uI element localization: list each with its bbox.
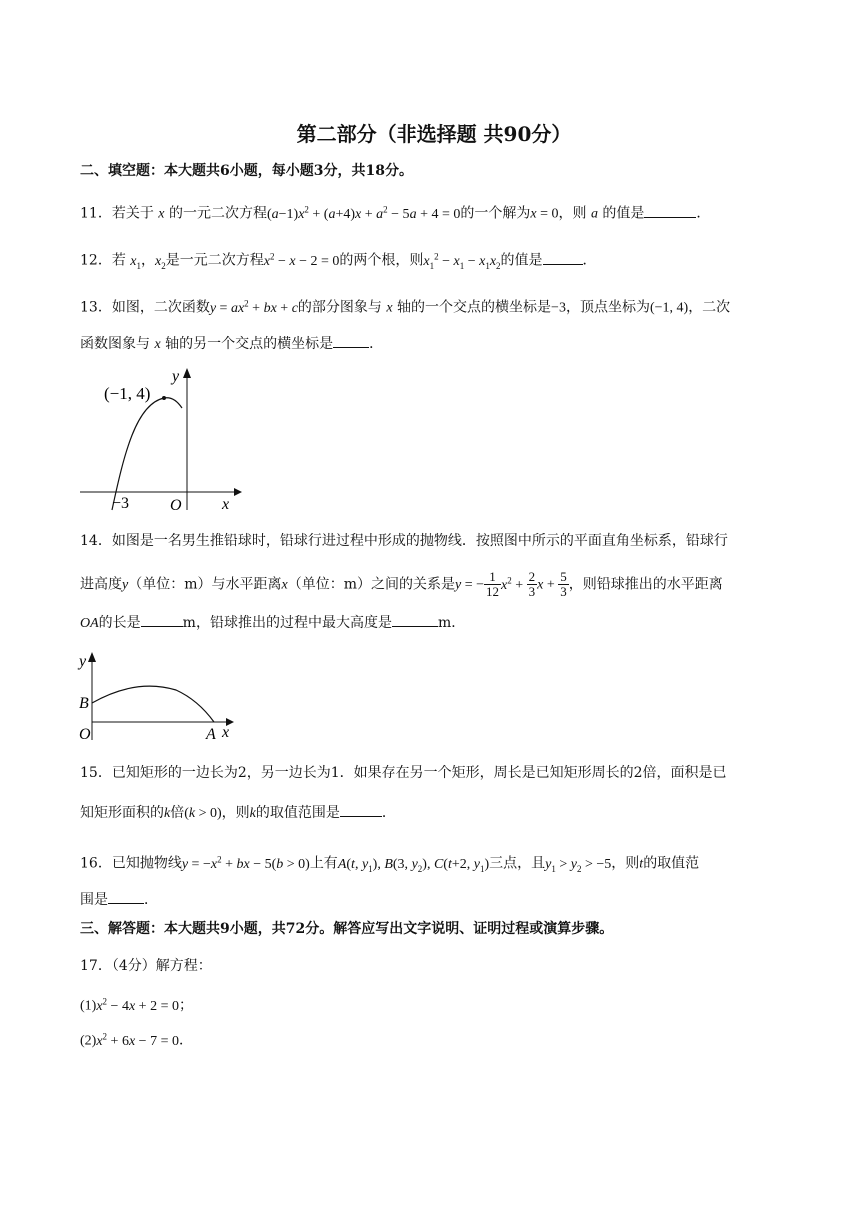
answer-blank[interactable] [340, 802, 382, 817]
question-17-header: 17．（4分）解方程： [80, 958, 212, 974]
root-label: −3 [112, 495, 130, 512]
y-axis-label: y [172, 368, 180, 385]
point-a-label: A [206, 726, 216, 743]
parabola-figure-13 [76, 364, 246, 514]
x-axis-arrow-icon [234, 488, 242, 496]
question-17-part-2: $(2)x^2 + 6x - 7 = 0$． [80, 1031, 193, 1049]
question-14-line-3: OA的长是 m，铅球推出的过程中最大高度是 m． [80, 612, 465, 634]
answer-blank[interactable] [392, 612, 438, 627]
question-16-line-1: 16．已知抛物线$y = -x^2$ + bx − 5(b > 0)上有A(t, $y_1$), B(3, $y_2$), C(t+2, $y_1$)三点，且$y_1 > y_2 > -5$，则t的取值范 [80, 854, 700, 874]
shot-put-figure-14 [76, 648, 246, 744]
answer-blank[interactable] [108, 889, 144, 904]
section-3-heading: 三、解答题：本大题共9小题，共72分。解答应写出文字说明、证明过程或演算步骤。 [80, 921, 614, 937]
question-15-line-1: 15．已知矩形的一边长为2，另一边长为1．如果存在另一个矩形，周长是已知矩形周长的2倍，面积是已 [80, 765, 727, 781]
x-axis-label: x [222, 724, 230, 741]
question-14-line-2: 进高度y（单位：m）与水平距离x（单位：m）之间的关系是y = − $\frac{1}{12}$ $x^2$ + $\frac{2}{3}$ x + $\frac{5}{3}$ ，则铅球推出的水平距离 [80, 569, 723, 600]
question-14-line-1: 14．如图是一名男生推铅球时，铅球行进过程中形成的抛物线．按照图中所示的平面直角坐标系，铅球行 [80, 533, 728, 549]
vertex-label: (−1, 4) [104, 384, 151, 403]
page-title: 第二部分（非选择题 共90分） [296, 122, 572, 146]
question-16-line-2: 围是 ． [80, 889, 158, 910]
question-15-line-2: 知矩形面积的k倍(k > 0)，则k的取值范围是 ． [80, 802, 396, 824]
y-axis-label: y [79, 653, 87, 670]
origin-label: O [79, 726, 91, 743]
answer-blank[interactable] [333, 333, 369, 348]
trajectory-curve [92, 686, 214, 722]
point-b-label: B [79, 695, 89, 712]
question-12: 12．若 $x_1$，$x_2$是一元二次方程$x^2 - x - 2 = 0$的两个根，则$x_1^2 - x_1 - x_1x_2$的值是 ． [80, 251, 597, 271]
vertex-point [162, 396, 166, 400]
question-13-line-2: 函数图象与 x 轴的另一个交点的横坐标是 ． [80, 333, 383, 355]
origin-label: O [170, 497, 182, 514]
question-17-part-1: $(1)x^2 - 4x + 2 = 0$； [80, 996, 193, 1014]
y-axis-arrow-icon [183, 368, 191, 378]
answer-blank[interactable] [141, 612, 183, 627]
answer-blank[interactable] [644, 203, 696, 218]
y-axis-arrow-icon [88, 652, 96, 662]
question-13-line-1: 13．如图，二次函数$y = ax^2$ + bx + c的部分图象与 x 轴的一个交点的横坐标是−3，顶点坐标为(−1, 4)，二次 [80, 298, 731, 316]
question-11: 11．若关于 x 的一元二次方程$(a-1)x^2 + (a+4)x + a^2 - 5a + 4 = 0$的一个解为x = 0，则 a 的值是 ． [80, 204, 711, 222]
parabola-curve [112, 398, 182, 510]
section-2-heading: 二、填空题：本大题共6小题，每小题3分，共18分。 [80, 163, 413, 179]
x-axis-label: x [222, 496, 230, 513]
answer-blank[interactable] [543, 250, 583, 265]
